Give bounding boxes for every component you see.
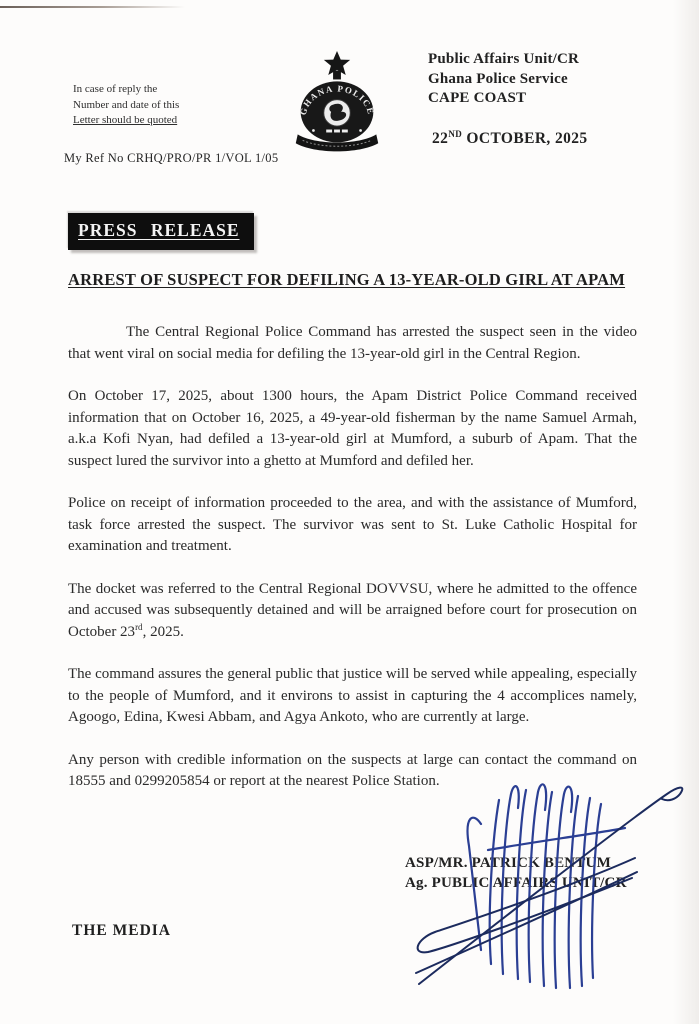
- footer-addressee: THE MEDIA: [72, 922, 171, 939]
- signatory-name: ASP/MR. PATRICK BENTUM: [405, 855, 611, 871]
- paragraph-4-text: The docket was referred to the Central Regional DOVVSU, where he admitted to the offence and accused was subsequently detained and will be arraigned before court for prosecution on October 23: [68, 580, 637, 640]
- paragraph-3: Police on receipt of information proceeded to the area, and with the assistance of Mumford, task force arrested the suspect. The survivor was sent to St. Luke Catholic Hospital for examination and treatment.: [68, 495, 637, 554]
- reply-note-line-3: Letter should be quoted: [73, 114, 178, 126]
- badge-star-icon: [324, 51, 350, 79]
- scan-artifact-top-edge: [0, 6, 185, 8]
- handwritten-signature: [403, 762, 699, 1012]
- office-location: CAPE COAST: [428, 90, 527, 106]
- office-address: [428, 50, 579, 109]
- body-text: [68, 322, 637, 814]
- reference-number: My Ref No CRHQ/PRO/PR 1/VOL 1/05: [64, 151, 279, 165]
- document-title: ARREST OF SUSPECT FOR DEFILING A 13-YEAR-OLD GIRL AT APAM: [68, 270, 626, 289]
- paragraph-2: On October 17, 2025, about 1300 hours, the Apam District Police Command received information that on October 16, 2025, a 49-year-old fisherman by the name Samuel Armah, a.k.a Kofi Nyan, had defiled a 13-year-old girl at Mumford, a suburb of Apam. That the suspect lured the survivor into a ghetto at Mumford and defiled her.: [68, 388, 637, 469]
- letter-date: [432, 130, 588, 148]
- press-release-banner: [68, 213, 254, 250]
- badge-svg: [283, 50, 391, 158]
- office-service: Ghana Police Service: [428, 70, 568, 87]
- date-ordinal: ND: [448, 128, 463, 139]
- signature-loop-strokes: [468, 784, 625, 988]
- date-rest: OCTOBER, 2025: [462, 130, 588, 147]
- paragraph-4-ordinal: rd: [135, 621, 143, 632]
- paragraph-4: [68, 579, 637, 644]
- reply-note-line-2: Number and date of this: [73, 98, 180, 111]
- ghana-police-badge-icon: [283, 50, 391, 158]
- signatory-role: Ag. PUBLIC AFFAIRS UNIT/CR: [405, 875, 627, 891]
- paragraph-6: Any person with credible information on the suspects at large can contact the command on 18555 and 0299205854 or report at the nearest Police Station.: [68, 751, 637, 789]
- paragraph-4-tail: , 2025.: [142, 623, 184, 640]
- date-day: 22: [432, 130, 449, 147]
- paragraph-1: The Central Regional Police Command has arrested the suspect seen in the video that went viral on social media for defiling the 13-year-old girl in the Central Region.: [68, 324, 637, 362]
- office-unit: Public Affairs Unit/CR: [428, 51, 580, 67]
- press-release-label: PRESS RELEASE: [78, 220, 240, 240]
- reply-note-line-1: In case of reply the: [73, 83, 158, 95]
- badge-arc-text: GHANA POLICE: [297, 83, 377, 117]
- paragraph-5: The command assures the general public that justice will be served while appealing, especially to the people of Mumford, and it environs to assist in capturing the 4 accomplices namely, Agoogo, Edina, Kwesi Abbam, and Agya Ankoto, who are currently at large.: [68, 666, 637, 725]
- reply-note: [73, 82, 223, 129]
